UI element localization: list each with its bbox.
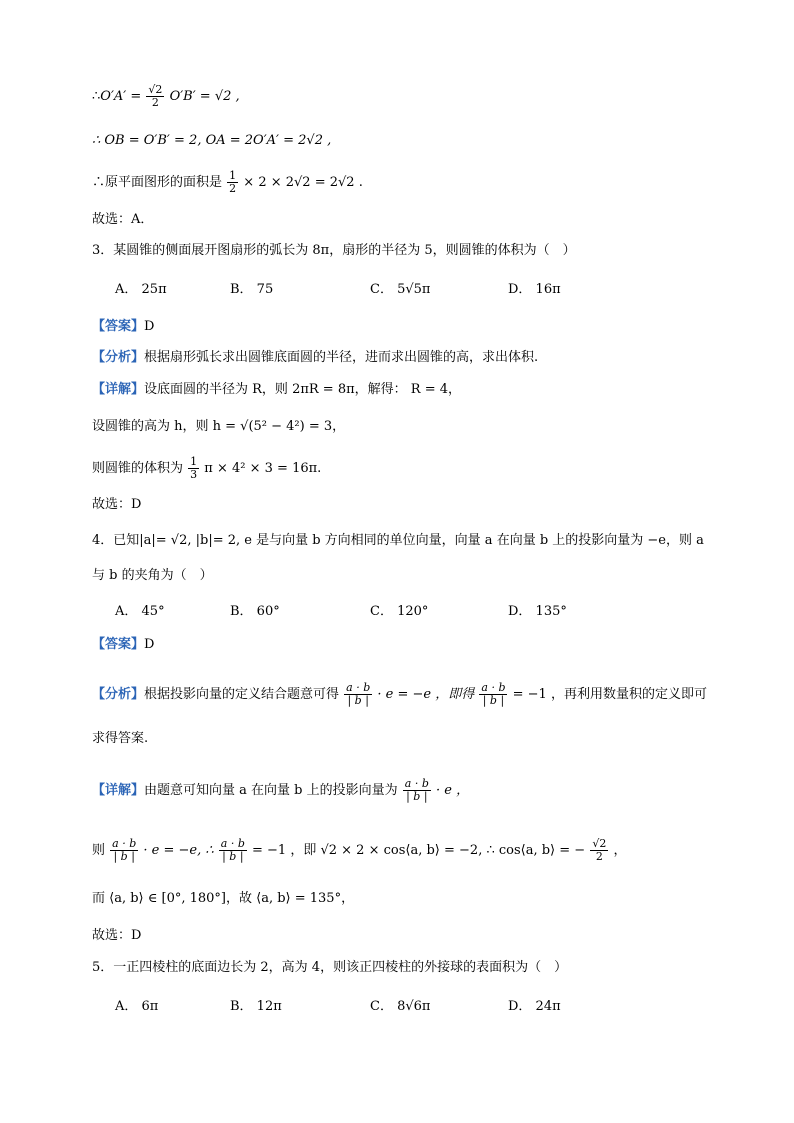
q3-option-a: A． 25π bbox=[115, 282, 167, 297]
area-expression: × 2 × 2√2 = 2√2 . bbox=[243, 175, 363, 190]
solution-line-oa bbox=[92, 84, 240, 109]
q4-calc-2: 而 ⟨a, b⟩ ∈ [0°, 180°]，故 ⟨a, b⟩ = 135°， bbox=[92, 891, 355, 906]
detail-text: 由题意可知向量 a 在向量 b 上的投影向量为 bbox=[144, 783, 398, 798]
fraction-numerator: 1 bbox=[190, 455, 198, 468]
question-3: 3．某圆锥的侧面展开图扇形的弧长为 8π，扇形的半径为 5，则圆锥的体积为（ ） bbox=[92, 243, 576, 258]
detail-tag: 【详解】 bbox=[92, 783, 145, 798]
volume-text: 则圆锥的体积为 bbox=[92, 461, 184, 476]
q3-option-c: C． 5√5π bbox=[370, 282, 431, 297]
answer-select: 故选：A． bbox=[92, 212, 154, 227]
fraction bbox=[110, 838, 138, 863]
q5-option-d: D． 24π bbox=[508, 999, 561, 1014]
q5-option-a: A． 6π bbox=[115, 999, 159, 1014]
fraction bbox=[146, 84, 164, 109]
fraction-denominator: 2 bbox=[151, 96, 159, 109]
detail-tag: 【详解】 bbox=[92, 382, 145, 397]
fraction bbox=[590, 838, 608, 863]
analysis-expression: · e = −e ，即得 bbox=[377, 687, 475, 702]
analysis-tag: 【分析】 bbox=[92, 350, 145, 365]
fraction-numerator: a · b bbox=[220, 837, 245, 850]
answer-tag: 【答案】 bbox=[92, 319, 145, 334]
fraction-numerator: √2 bbox=[592, 837, 607, 850]
volume-expression: π × 4² × 3 = 16π. bbox=[204, 461, 322, 476]
analysis-expression-2: = −1 ，再利用数量积的定义即可 bbox=[512, 687, 707, 702]
q3-option-d: D． 16π bbox=[508, 282, 561, 297]
q4-option-d: D． 135° bbox=[508, 604, 567, 619]
q4-select: 故选：D bbox=[92, 928, 142, 943]
fraction bbox=[188, 456, 199, 481]
solution-line-area bbox=[92, 170, 363, 195]
q3-option-b: B． 75 bbox=[230, 282, 274, 297]
q4-option-c: C． 120° bbox=[370, 604, 429, 619]
detail-text: 设底面圆的半径为 R，则 2πR = 8π，解得： R = 4， bbox=[144, 382, 461, 397]
answer-tag: 【答案】 bbox=[92, 637, 145, 652]
fraction bbox=[219, 838, 247, 863]
fraction-denominator: 2 bbox=[229, 182, 237, 195]
area-text: ∴原平面图形的面积是 bbox=[92, 175, 223, 190]
q5-option-b: B． 12π bbox=[230, 999, 282, 1014]
fraction-denominator: | b | bbox=[347, 694, 369, 707]
fraction bbox=[479, 682, 507, 707]
analysis-text: 根据扇形弧长求出圆锥底面圆的半径，进而求出圆锥的高，求出体积. bbox=[144, 350, 539, 365]
fraction-numerator: a · b bbox=[404, 777, 429, 790]
q3-answer bbox=[92, 318, 154, 336]
q5-option-c: C． 8√6π bbox=[370, 999, 431, 1014]
expression-left: O′A′ = bbox=[100, 89, 142, 104]
analysis-text: 根据投影向量的定义结合题意可得 bbox=[144, 687, 340, 702]
fraction bbox=[344, 682, 372, 707]
question-4-line2: 与 b 的夹角为（ ） bbox=[92, 568, 213, 583]
q4-detail bbox=[92, 778, 469, 803]
fraction bbox=[227, 170, 238, 195]
fraction-denominator: | b | bbox=[406, 790, 428, 803]
therefore-symbol: ∴ bbox=[92, 89, 101, 104]
q4-option-b: B． 60° bbox=[230, 604, 280, 619]
solution-line-ob: ∴ OB = O′B′ = 2, OA = 2O′A′ = 2√2 , bbox=[92, 133, 332, 148]
q4-analysis bbox=[92, 682, 707, 707]
fraction bbox=[403, 778, 431, 803]
question-4: 4．已知|a|= √2, |b|= 2, e 是与向量 b 方向相同的单位向量，向量 a 在向量 b 上的投影向量为 −e，则 a bbox=[92, 533, 704, 548]
question-5: 5．一正四棱柱的底面边长为 2，高为 4，则该正四棱柱的外接球的表面积为（ ） bbox=[92, 960, 568, 975]
calc-suffix: ， bbox=[613, 843, 627, 858]
calc-expression-2: = −1 ，即 √2 × 2 × cos⟨a, b⟩ = −2, ∴ cos⟨a, b⟩ = − bbox=[252, 843, 586, 858]
q4-analysis-line2: 求得答案. bbox=[92, 731, 149, 746]
calc-expression: · e = −e, ∴ bbox=[143, 843, 214, 858]
fraction-denominator: | b | bbox=[222, 850, 244, 863]
q3-select: 故选：D bbox=[92, 497, 142, 512]
fraction-numerator: √2 bbox=[148, 83, 163, 96]
fraction-denominator: 3 bbox=[190, 468, 198, 481]
q4-calc-1 bbox=[92, 838, 626, 863]
fraction-denominator: 2 bbox=[595, 850, 603, 863]
analysis-tag: 【分析】 bbox=[92, 687, 145, 702]
fraction-denominator: | b | bbox=[113, 850, 135, 863]
q3-volume bbox=[92, 456, 321, 481]
q3-detail bbox=[92, 381, 461, 399]
answer-value: D bbox=[144, 637, 155, 652]
fraction-denominator: | b | bbox=[482, 694, 505, 707]
fraction-numerator: a · b bbox=[112, 837, 137, 850]
fraction-numerator: a · b bbox=[346, 681, 371, 694]
q3-height: 设圆锥的高为 h，则 h = √(5² − 4²) = 3， bbox=[92, 419, 346, 434]
q4-answer bbox=[92, 636, 154, 654]
expression-right: O′B′ = √2 , bbox=[169, 89, 240, 104]
detail-expression: · e ， bbox=[436, 783, 470, 798]
fraction-numerator: 1 bbox=[229, 169, 237, 182]
fraction-numerator: a · b bbox=[481, 681, 506, 694]
q4-option-a: A． 45° bbox=[115, 604, 165, 619]
calc-prefix: 则 bbox=[92, 843, 106, 858]
q3-analysis bbox=[92, 349, 538, 367]
answer-value: D bbox=[144, 319, 155, 334]
